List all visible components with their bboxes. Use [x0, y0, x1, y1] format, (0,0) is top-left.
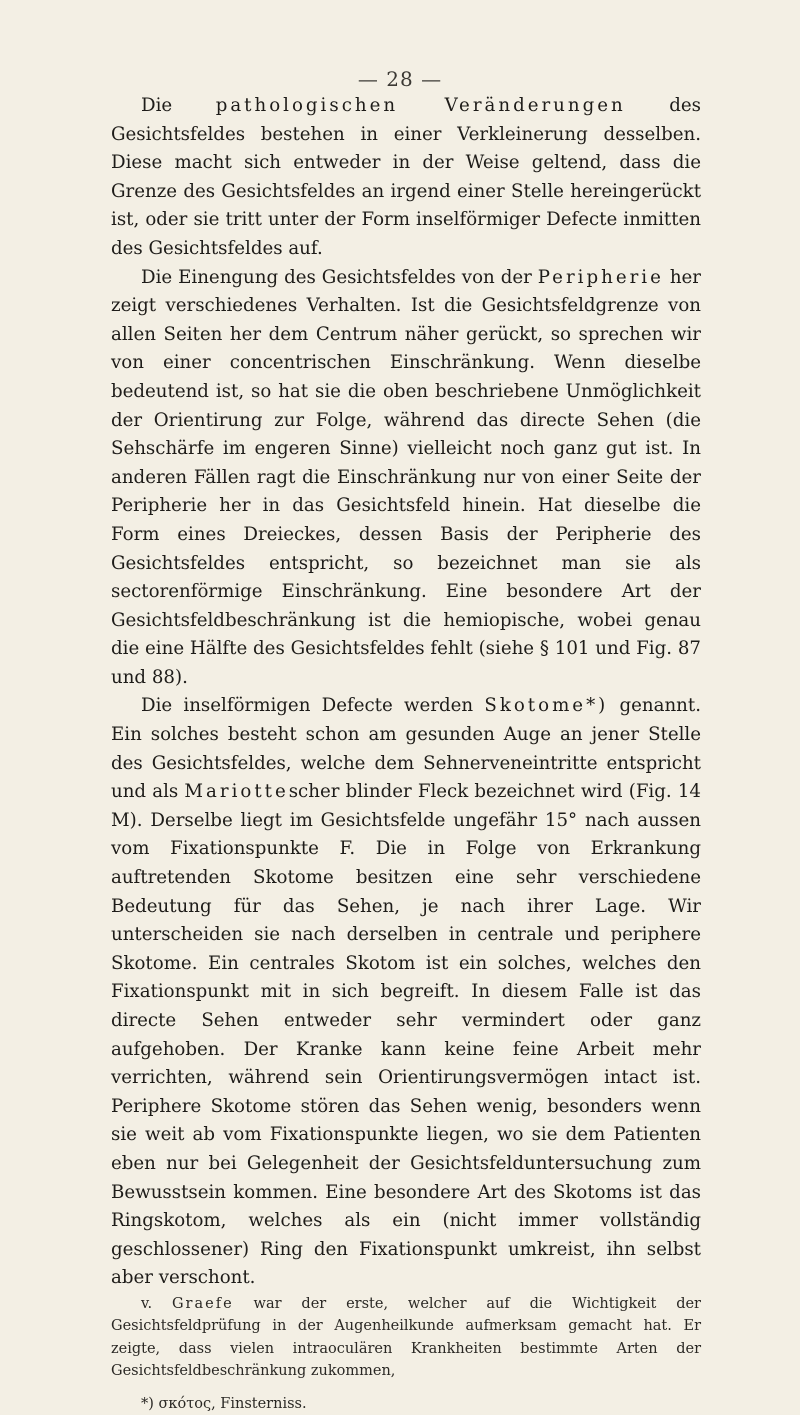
- p3-text-c: scher blinder Fleck bezeichnet wird (Fig. 14 M). Derselbe liegt im Gesichtsfelde ungefähr 15° nach aussen vom Fixationspunkte F. Die in Folge von Erkrankung auftretenden Skotome besitzen eine sehr verschiedene Bedeutung für das Sehen, je nach ihrer Lage. Wir unterscheiden sie nach derselben in centrale und periphere Skotome. Ein centrales Skotom ist ein solches, welches den Fixationspunkt mit in sich begreift. In diesem Falle ist das directe Sehen entweder sehr vermindert oder ganz aufgehoben. Der Kranke kann keine feine Arbeit mehr verrichten, während sein Orientirungsvermögen intact ist. Periphere Skotome stören das Sehen wenig, besonders wenn sie weit ab vom Fixationspunkte liegen, wo sie dem Patienten eben nur bei Gelegenheit der Gesichtsfelduntersuchung zum Bewusstsein kommen. Eine besondere Art des Skotoms ist das Ringskotom, welches als ein (nicht immer vollständig geschlossener) Ring den Fixationspunkt umkreist, ihn selbst aber verschont.: [111, 781, 701, 1289]
- p1-spaced-term: pathologischen Veränderungen: [215, 95, 626, 116]
- p3-spaced-term: Skotome*): [484, 695, 609, 717]
- p3-spaced-name: Mariotte: [184, 781, 289, 803]
- p2-text-b: her zeigt verschiedenes Verhalten. Ist die Gesichtsfeldgrenze von allen Seiten her dem Centrum näher gerückt, so sprechen wir von einer concentrischen Einschränkung. Wenn dieselbe bedeutend ist, so hat sie die oben beschriebene Unmöglichkeit der Orientirung zur Folge, während das directe Sehen (die Sehschärfe im engeren Sinne) vielleicht noch ganz gut ist. In anderen Fällen ragt die Einschränkung nur von einer Seite der Peripherie her in das Gesichtsfeld hinein. Hat dieselbe die Form eines Dreieckes, dessen Basis der Peripherie des Gesichtsfeldes entspricht, so bezeichnet man sie als sectorenförmige Einschränkung. Eine besondere Art der Gesichtsfeldbeschränkung ist die hemiopische, wobei genau die eine Hälfte des Gesichtsfeldes fehlt (siehe § 101 und Fig. 87 und 88).: [111, 266, 701, 688]
- p2-text-a: Die Einengung des Gesichtsfeldes von der: [141, 266, 538, 288]
- body-text: [111, 92, 701, 1415]
- paragraph-skotome: [111, 692, 701, 1292]
- p4-spaced-name: Graefe: [171, 1295, 234, 1312]
- p3-text-b: genannt. Ein solches besteht schon am gesunden Auge an jener Stelle des Gesichtsfeldes, welche dem Sehnerveneintritte entspricht und als: [111, 695, 701, 803]
- p2-spaced-term: Peripherie: [537, 266, 664, 288]
- paragraph-graefe-note: [111, 1293, 701, 1383]
- p3-text-a: Die inselförmigen Defecte werden: [141, 695, 485, 717]
- p4-text-b: war der erste, welcher auf die Wichtigkeit der Gesichtsfeldprüfung in der Augenheilkunde aufmerksam gemacht hat. Er zeigte, dass vielen intraoculären Krankheiten bestimmte Arten der Gesichtsfeldbeschränkung zukommen,: [111, 1295, 701, 1380]
- p1-text-a: Die: [141, 95, 216, 116]
- page-number: — 28 —: [357, 67, 443, 91]
- p1-text-b: des Gesichtsfeldes bestehen in einer Verkleinerung desselben. Diese macht sich entweder in der Weise geltend, dass die Grenze des Gesichtsfeldes an irgend einer Stelle hereingerückt ist, oder sie tritt unter der Form inselförmiger Defecte inmitten des Gesichtsfeldes auf.: [111, 95, 701, 259]
- footnote: *) σκότος, Finsterniss.: [141, 1395, 307, 1412]
- p4-text-a: v.: [141, 1295, 172, 1312]
- paragraph-einengung-peripherie: [111, 264, 701, 693]
- paragraph-pathologische-veraenderungen: [111, 92, 701, 264]
